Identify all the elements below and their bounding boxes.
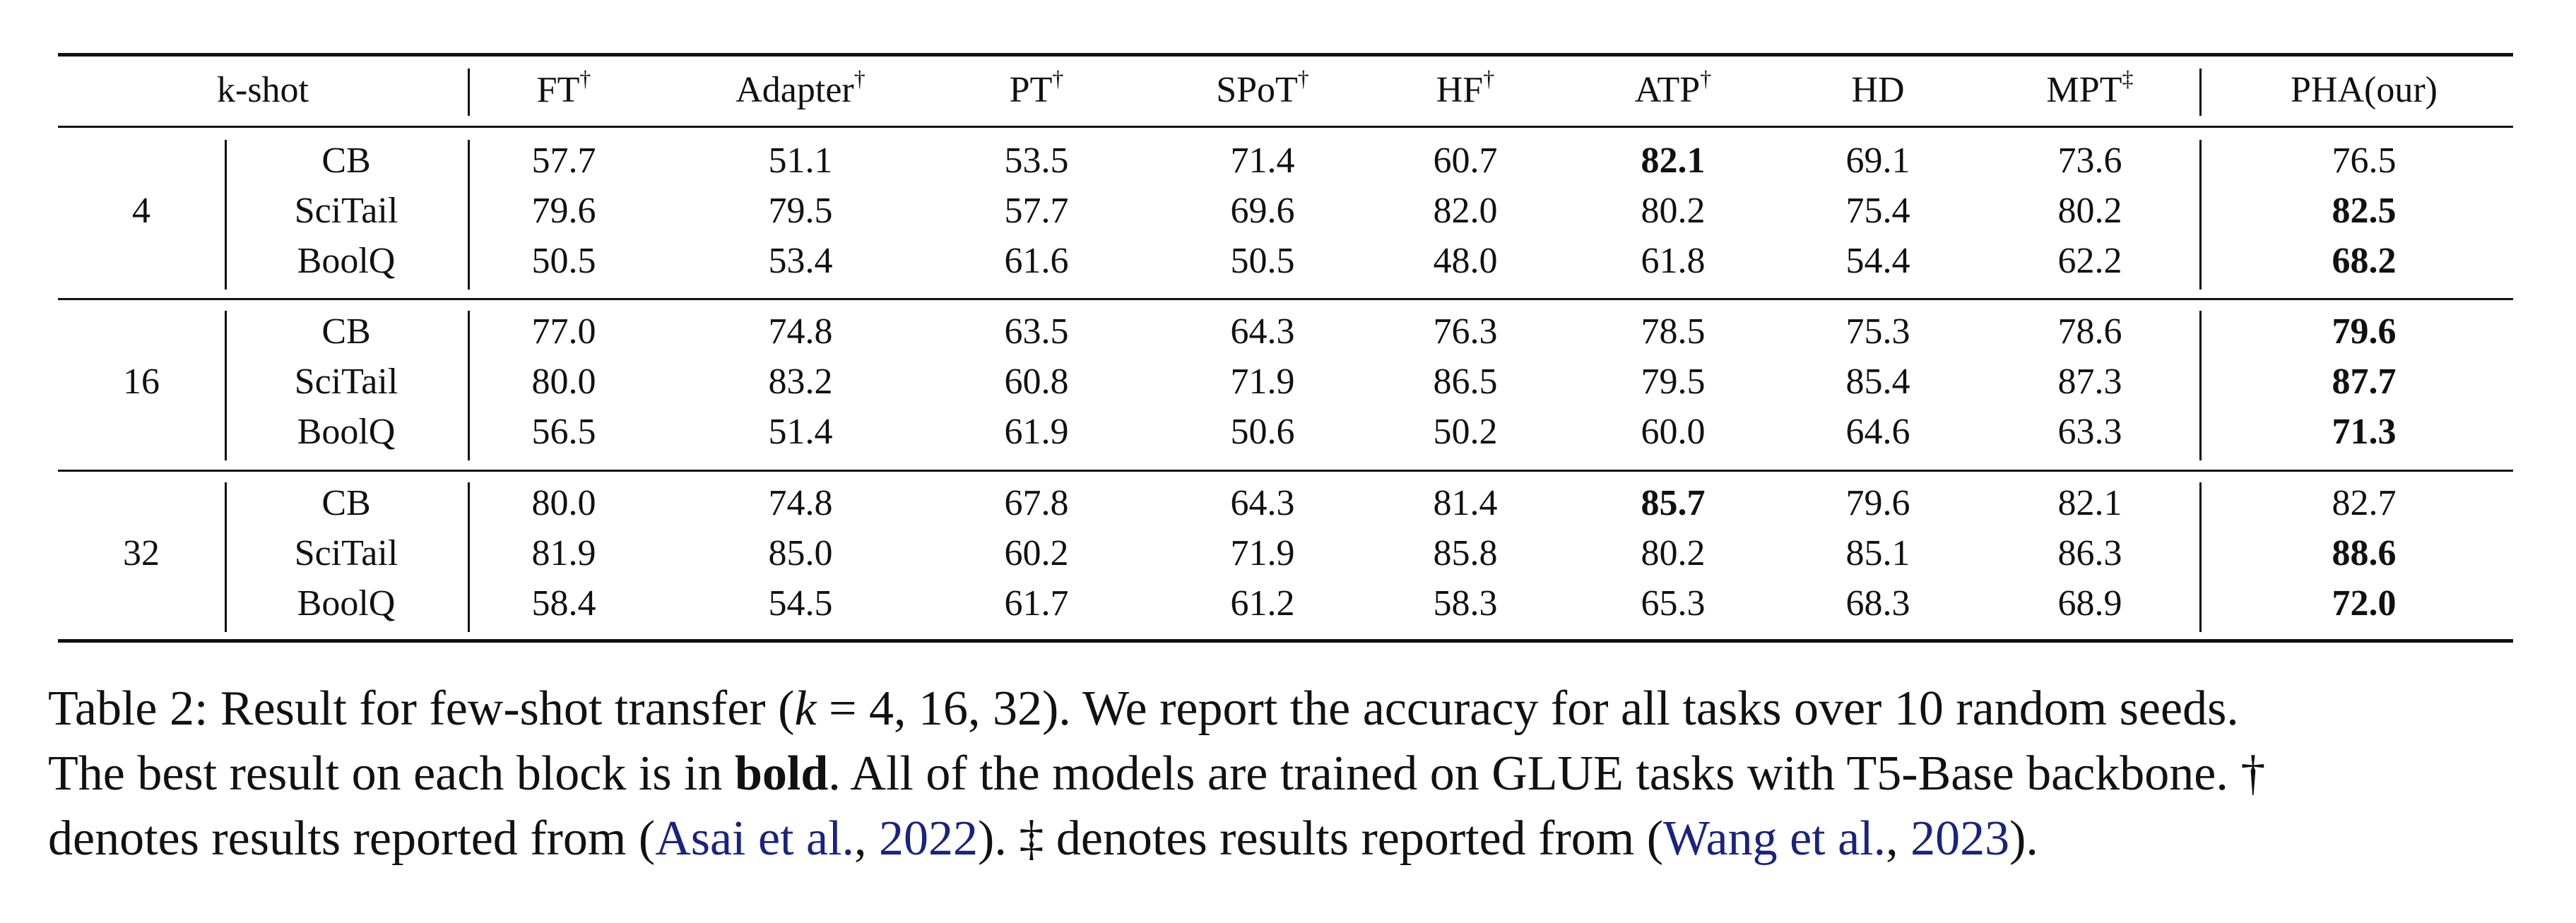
bottom-rule (58, 639, 2513, 643)
table-caption (48, 677, 2535, 871)
caption-text: , (1886, 811, 1911, 866)
score-cell: 80.2 (1641, 533, 1706, 573)
score-cell: 53.4 (768, 241, 833, 281)
score-cell: 69.6 (1230, 191, 1295, 231)
caption-text: ). (2009, 811, 2038, 866)
score-cell: 74.8 (768, 311, 833, 352)
score-cell: 85.1 (1845, 533, 1910, 573)
header-method-mark: † (853, 66, 865, 91)
score-cell: 79.6 (531, 191, 596, 231)
header-method (2291, 69, 2438, 112)
header-method (1851, 69, 1904, 112)
score-cell: 61.9 (1004, 412, 1069, 452)
score-cell: 60.2 (1004, 533, 1069, 573)
header-method-name: PT (1009, 70, 1053, 110)
task-name: SciTail (294, 533, 398, 573)
score-cell: 57.7 (531, 141, 596, 181)
score-cell: 64.6 (1845, 412, 1910, 452)
caption-text: ). We report the accuracy for all tasks over 10 random seeds. (1042, 681, 2239, 736)
block3-sep-pha (2199, 482, 2202, 632)
score-cell: 80.0 (531, 483, 596, 523)
block1-sep-task (468, 140, 470, 290)
score-cell: 79.5 (1641, 362, 1706, 402)
score-cell: 60.0 (1641, 412, 1706, 452)
score-cell: 71.9 (1230, 533, 1295, 573)
score-cell: 81.9 (531, 533, 596, 573)
caption-line-2 (48, 742, 2535, 806)
caption-text: ). ‡ denotes results reported from ( (978, 811, 1664, 866)
score-cell: 63.5 (1004, 311, 1069, 352)
caption-text: The best result on each block is in (48, 746, 735, 801)
score-cell: 76.3 (1433, 311, 1498, 352)
header-method-name: FT (536, 70, 580, 110)
caption-bold-word: bold (734, 746, 829, 801)
header-method (536, 66, 591, 112)
score-cell: 58.3 (1433, 583, 1498, 624)
score-cell: 73.6 (2057, 141, 2122, 181)
header-method-name: MPT (2046, 70, 2122, 110)
caption-text: . All of the models are trained on GLUE tasks with T5-Base backbone. † (828, 746, 2266, 801)
score-cell: 77.0 (531, 311, 596, 352)
score-cell: 61.6 (1004, 241, 1069, 281)
header-method-mark: † (1297, 66, 1309, 91)
score-cell: 61.8 (1641, 241, 1706, 281)
header-method (1634, 66, 1712, 112)
block1-sep-k (225, 140, 227, 290)
task-name: BoolQ (297, 241, 396, 281)
score-cell: 62.2 (2057, 241, 2122, 281)
block1-sep-pha (2199, 140, 2202, 290)
score-cell: 68.3 (1845, 583, 1910, 624)
header-method (1009, 66, 1064, 112)
task-name: CB (321, 483, 371, 523)
score-cell: 50.5 (1230, 241, 1295, 281)
score-cell: 68.2 (2332, 241, 2397, 281)
score-cell: 54.4 (1845, 241, 1910, 281)
score-cell: 81.4 (1433, 483, 1498, 523)
score-cell: 51.4 (768, 412, 833, 452)
caption-text: , (854, 811, 880, 866)
citation-link-wang[interactable]: Wang et al. (1663, 811, 1886, 866)
header-rule (58, 126, 2513, 128)
score-cell: 60.8 (1004, 362, 1069, 402)
header-method-name: HD (1851, 70, 1905, 110)
score-cell: 80.2 (1641, 191, 1706, 231)
score-cell: 85.4 (1845, 362, 1910, 402)
kshot-value: 4 (132, 191, 150, 231)
score-cell: 56.5 (531, 412, 596, 452)
header-method-name: HF (1436, 70, 1484, 110)
score-cell: 79.5 (768, 191, 833, 231)
citation-year-link-asai[interactable]: 2022 (879, 811, 979, 866)
block2-sep-k (225, 311, 227, 460)
block2-sep-pha (2199, 311, 2202, 460)
score-cell: 50.6 (1230, 412, 1295, 452)
block2-sep-task (468, 311, 470, 460)
score-cell: 79.6 (2332, 311, 2397, 352)
score-cell: 80.0 (531, 362, 596, 402)
header-method-name: SPoT (1216, 70, 1298, 110)
task-name: BoolQ (297, 412, 396, 452)
score-cell: 79.6 (1845, 483, 1910, 523)
score-cell: 75.4 (1845, 191, 1910, 231)
top-rule (58, 53, 2513, 56)
task-name: BoolQ (297, 583, 396, 624)
score-cell: 48.0 (1433, 241, 1498, 281)
header-sep-kshot (468, 69, 470, 116)
score-cell: 82.1 (1641, 141, 1706, 181)
header-kshot: k-shot (217, 70, 309, 110)
score-cell: 71.3 (2332, 412, 2397, 452)
header-method (1216, 66, 1309, 112)
block-rule-1 (58, 298, 2513, 300)
score-cell: 57.7 (1004, 191, 1069, 231)
score-cell: 69.1 (1845, 141, 1910, 181)
score-cell: 50.2 (1433, 412, 1498, 452)
kshot-value: 16 (123, 362, 160, 402)
header-method-mark: ‡ (2122, 66, 2134, 91)
score-cell: 71.9 (1230, 362, 1295, 402)
score-cell: 85.0 (768, 533, 833, 573)
header-method-name: ATP (1634, 70, 1701, 110)
score-cell: 67.8 (1004, 483, 1069, 523)
kshot-value: 32 (123, 533, 160, 573)
header-method-mark: † (1483, 66, 1495, 91)
caption-math-values: = 4, 16, 32 (816, 681, 1042, 736)
score-cell: 85.8 (1433, 533, 1498, 573)
score-cell: 87.7 (2332, 362, 2397, 402)
score-cell: 86.5 (1433, 362, 1498, 402)
score-cell: 53.5 (1004, 141, 1069, 181)
header-method-name: PHA(our) (2291, 70, 2438, 110)
header-method (735, 66, 865, 112)
score-cell: 71.4 (1230, 141, 1295, 181)
header-method-mark: † (1700, 66, 1712, 91)
header-method-mark: † (579, 66, 591, 91)
citation-year-link-wang[interactable]: 2023 (1910, 811, 2010, 866)
score-cell: 63.3 (2057, 412, 2122, 452)
caption-text: denotes results reported from ( (48, 811, 656, 866)
score-cell: 68.9 (2057, 583, 2122, 624)
block3-sep-k (225, 482, 227, 632)
score-cell: 78.5 (1641, 311, 1706, 352)
task-name: CB (321, 141, 371, 181)
score-cell: 75.3 (1845, 311, 1910, 352)
score-cell: 85.7 (1641, 483, 1706, 523)
score-cell: 61.2 (1230, 583, 1295, 624)
task-name: SciTail (294, 362, 398, 402)
score-cell: 64.3 (1230, 311, 1295, 352)
header-method-mark: † (1052, 66, 1064, 91)
score-cell: 64.3 (1230, 483, 1295, 523)
caption-line-1 (48, 677, 2535, 742)
caption-line-3 (48, 806, 2535, 871)
header-method-name: Adapter (735, 70, 854, 110)
score-cell: 65.3 (1641, 583, 1706, 624)
caption-math-k: k (794, 681, 817, 736)
score-cell: 58.4 (531, 583, 596, 624)
score-cell: 83.2 (768, 362, 833, 402)
score-cell: 60.7 (1433, 141, 1498, 181)
score-cell: 51.1 (768, 141, 833, 181)
caption-text: Table 2: Result for few-shot transfer ( (48, 681, 795, 736)
score-cell: 82.1 (2057, 483, 2122, 523)
task-name: CB (321, 311, 371, 352)
score-cell: 82.5 (2332, 191, 2397, 231)
block3-sep-task (468, 482, 470, 632)
header-sep-pha (2199, 69, 2202, 116)
score-cell: 88.6 (2332, 533, 2397, 573)
score-cell: 82.7 (2332, 483, 2397, 523)
score-cell: 76.5 (2332, 141, 2397, 181)
header-method (1436, 66, 1495, 112)
score-cell: 82.0 (1433, 191, 1498, 231)
score-cell: 87.3 (2057, 362, 2122, 402)
score-cell: 72.0 (2332, 583, 2397, 624)
score-cell: 54.5 (768, 583, 833, 624)
citation-link-asai[interactable]: Asai et al. (655, 811, 855, 866)
score-cell: 74.8 (768, 483, 833, 523)
score-cell: 80.2 (2057, 191, 2122, 231)
header-method (2046, 66, 2134, 112)
task-name: SciTail (294, 191, 398, 231)
score-cell: 86.3 (2057, 533, 2122, 573)
score-cell: 50.5 (531, 241, 596, 281)
score-cell: 78.6 (2057, 311, 2122, 352)
block-rule-2 (58, 470, 2513, 472)
score-cell: 61.7 (1004, 583, 1069, 624)
